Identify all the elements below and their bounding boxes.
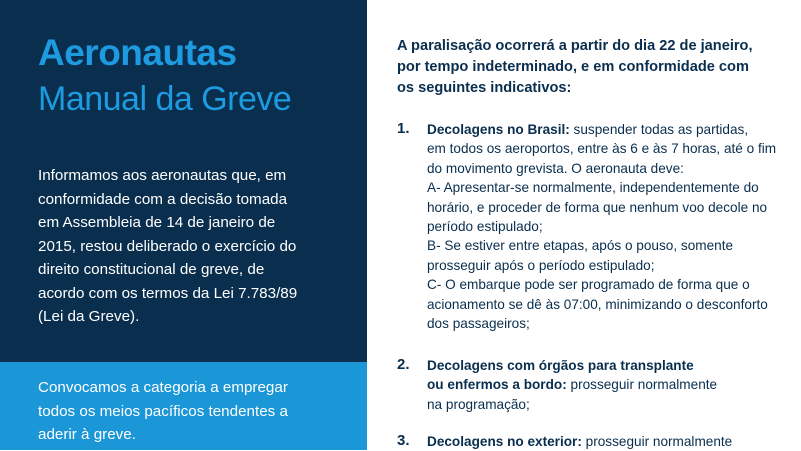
intro-line: direito constitucional de greve, de (38, 261, 265, 278)
intro-line: acordo com os termos da Lei 7.783/89 (38, 284, 298, 302)
item-line: dos passageiros; (427, 316, 530, 332)
item-line: do movimento grevista. O aeronauta deve: (427, 160, 684, 176)
item-first-line (427, 356, 797, 375)
left-panel (0, 0, 367, 450)
lead-paragraph (397, 36, 787, 99)
right-panel (367, 0, 801, 450)
item-line: horário, e proceder de forma que nenhum voo decole no (427, 199, 768, 215)
item-line: acionamento se dê às 07:00, minimizando o desconforto (427, 296, 768, 312)
lead-line: os seguintes indicativos: (397, 80, 572, 96)
item-line: período estipulado; (427, 219, 543, 235)
call-to-action-panel (0, 362, 367, 450)
item-line: na programação; (427, 396, 530, 412)
lead-line: A paralisação ocorrerá a partir do dia 22 de janeiro, (397, 38, 753, 54)
intro-line: Informamos aos aeronautas que, em (38, 167, 287, 184)
title-line-1: Aeronautas (38, 32, 237, 73)
intro-line: conformidade com a decisão tomada (38, 190, 288, 208)
item-first-rest: suspender todas as partidas, (569, 122, 749, 137)
item-line: em todos os aeroportos, entre às 6 e às 7 horas, até o fim (427, 141, 777, 157)
call-to-action-text (38, 376, 348, 447)
item-heading-2: ou enfermos a bordo: (427, 377, 567, 393)
title-line-2: Manual da Greve (38, 80, 292, 118)
intro-paragraph (38, 164, 348, 329)
item-second-line (427, 375, 797, 394)
item-first-line (427, 120, 797, 139)
item-number: 1. (397, 120, 410, 137)
call-line: todos os meios pacíficos tendentes a (38, 402, 288, 420)
item-first-line (427, 432, 797, 451)
call-line: Convocamos a categoria a empregar (38, 379, 288, 396)
intro-line: em Assembleia de 14 de janeiro de (38, 214, 276, 231)
intro-line: (Lei da Greve). (38, 308, 140, 325)
item-body (427, 432, 797, 451)
item-heading: Decolagens no exterior: (427, 434, 582, 449)
item-line: A- Apresentar-se normalmente, independentemente do (427, 180, 759, 196)
call-line: aderir à greve. (38, 426, 136, 443)
item-line: B- Se estiver entre etapas, após o pouso, somente (427, 238, 734, 254)
item-number: 3. (397, 432, 410, 449)
intro-panel (0, 0, 367, 362)
item-body (427, 120, 797, 333)
item-heading: Decolagens no Brasil: (427, 122, 570, 137)
item-line: C- O embarque pode ser programado de forma que o (427, 277, 750, 293)
item-second-rest: prosseguir normalmente (566, 377, 718, 393)
item-line: prosseguir após o período estipulado; (427, 257, 655, 273)
item-body (427, 356, 797, 414)
item-heading: Decolagens com órgãos para transplante (427, 358, 694, 373)
item-number: 2. (397, 356, 410, 373)
item-first-rest: prosseguir normalmente (581, 434, 733, 449)
lead-line: por tempo indeterminado, e em conformidade com (397, 59, 749, 75)
intro-line: 2015, restou deliberado o exercício do (38, 237, 297, 255)
